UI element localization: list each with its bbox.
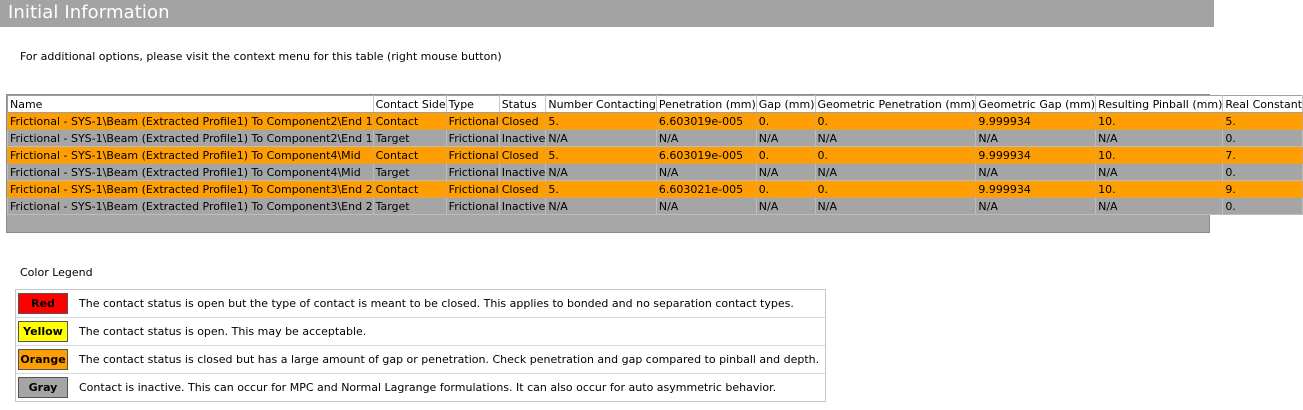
table-cell[interactable]: 7. <box>1223 147 1303 164</box>
table-cell[interactable]: Inactive <box>499 130 546 147</box>
table-row[interactable] <box>8 164 1303 181</box>
context-menu-hint: For additional options, please visit the context menu for this table (right mouse button) <box>20 50 502 63</box>
table-cell[interactable]: Target <box>373 198 446 215</box>
table-cell[interactable]: 0. <box>815 113 976 130</box>
table-cell[interactable]: N/A <box>976 130 1096 147</box>
table-cell[interactable]: Frictional - SYS-1\Beam (Extracted Profile1) To Component3\End 2 <box>8 198 374 215</box>
table-cell[interactable]: N/A <box>815 164 976 181</box>
table-cell[interactable]: Frictional <box>446 198 499 215</box>
column-header[interactable]: Type <box>446 96 499 113</box>
column-header[interactable]: Resulting Pinball (mm) <box>1096 96 1223 113</box>
table-row[interactable] <box>8 130 1303 147</box>
table-cell[interactable]: N/A <box>546 164 657 181</box>
table-cell[interactable]: 5. <box>546 113 657 130</box>
table-cell[interactable]: N/A <box>756 130 815 147</box>
table-cell[interactable]: 6.603021e-005 <box>656 181 756 198</box>
table-row[interactable] <box>8 198 1303 215</box>
column-header[interactable]: Penetration (mm) <box>656 96 756 113</box>
table-cell[interactable]: Frictional <box>446 113 499 130</box>
table-cell[interactable]: 6.603019e-005 <box>656 147 756 164</box>
table-cell[interactable]: Frictional - SYS-1\Beam (Extracted Profile1) To Component4\Mid <box>8 147 374 164</box>
table-cell[interactable]: Inactive <box>499 164 546 181</box>
legend-row <box>16 290 825 318</box>
table-cell[interactable]: 0. <box>756 181 815 198</box>
color-legend-title: Color Legend <box>20 266 93 279</box>
table-cell[interactable]: Closed <box>499 181 546 198</box>
table-cell[interactable]: N/A <box>976 198 1096 215</box>
legend-description: The contact status is closed but has a large amount of gap or penetration. Check penetration and gap compared to pinball and depth. <box>75 346 825 374</box>
table-cell[interactable]: Frictional - SYS-1\Beam (Extracted Profile1) To Component3\End 2 <box>8 181 374 198</box>
table-cell[interactable]: N/A <box>756 164 815 181</box>
color-legend-table <box>15 289 826 402</box>
table-cell[interactable]: Frictional <box>446 147 499 164</box>
table-cell[interactable]: Contact <box>373 113 446 130</box>
table-header-row <box>8 96 1303 113</box>
table-cell[interactable]: 5. <box>546 147 657 164</box>
table-cell[interactable]: Frictional <box>446 164 499 181</box>
table-cell[interactable]: Closed <box>499 113 546 130</box>
table-cell[interactable]: Frictional - SYS-1\Beam (Extracted Profile1) To Component2\End 1 <box>8 130 374 147</box>
legend-swatch-cell <box>16 346 75 374</box>
column-header[interactable]: Gap (mm) <box>756 96 815 113</box>
legend-swatch-cell <box>16 290 75 318</box>
table-cell[interactable]: 0. <box>815 147 976 164</box>
legend-swatch-cell <box>16 318 75 346</box>
column-header[interactable]: Status <box>499 96 546 113</box>
table-cell[interactable]: 10. <box>1096 147 1223 164</box>
table-cell[interactable]: Target <box>373 130 446 147</box>
table-cell[interactable]: Frictional - SYS-1\Beam (Extracted Profile1) To Component2\End 1 <box>8 113 374 130</box>
table-cell[interactable]: Frictional <box>446 130 499 147</box>
table-row[interactable] <box>8 147 1303 164</box>
table-cell[interactable]: N/A <box>815 198 976 215</box>
legend-row <box>16 346 825 374</box>
table-row[interactable] <box>8 113 1303 130</box>
table-cell[interactable]: 9.999934 <box>976 147 1096 164</box>
legend-color-swatch: Gray <box>18 377 68 398</box>
table-cell[interactable]: 0. <box>756 113 815 130</box>
page-title: Initial Information <box>8 2 170 23</box>
column-header[interactable]: Name <box>8 96 374 113</box>
table-cell[interactable]: Frictional <box>446 181 499 198</box>
table-cell[interactable]: 10. <box>1096 181 1223 198</box>
table-cell[interactable]: N/A <box>546 198 657 215</box>
contact-results-table[interactable] <box>7 95 1303 215</box>
column-header[interactable]: Real Constant <box>1223 96 1303 113</box>
column-header[interactable]: Contact Side <box>373 96 446 113</box>
legend-description: The contact status is open but the type of contact is meant to be closed. This applies to bonded and no separation contact types. <box>75 290 825 318</box>
legend-description: The contact status is open. This may be acceptable. <box>75 318 825 346</box>
table-cell[interactable]: 9. <box>1223 181 1303 198</box>
legend-color-swatch: Red <box>18 293 68 314</box>
table-cell[interactable]: 0. <box>1223 198 1303 215</box>
column-header[interactable]: Geometric Penetration (mm) <box>815 96 976 113</box>
legend-row <box>16 374 825 401</box>
table-cell[interactable]: 0. <box>1223 130 1303 147</box>
table-cell[interactable]: 9.999934 <box>976 181 1096 198</box>
table-cell[interactable]: 5. <box>1223 113 1303 130</box>
table-cell[interactable]: Contact <box>373 147 446 164</box>
table-row[interactable] <box>8 181 1303 198</box>
table-cell[interactable]: 0. <box>815 181 976 198</box>
table-cell[interactable]: N/A <box>756 198 815 215</box>
legend-color-swatch: Orange <box>18 349 68 370</box>
column-header[interactable]: Geometric Gap (mm) <box>976 96 1096 113</box>
table-cell[interactable]: N/A <box>656 198 756 215</box>
table-cell[interactable]: 0. <box>1223 164 1303 181</box>
table-cell[interactable]: Closed <box>499 147 546 164</box>
table-cell[interactable]: N/A <box>656 130 756 147</box>
table-cell[interactable]: Inactive <box>499 198 546 215</box>
table-cell[interactable]: Frictional - SYS-1\Beam (Extracted Profile1) To Component4\Mid <box>8 164 374 181</box>
table-cell[interactable]: N/A <box>656 164 756 181</box>
table-cell[interactable]: N/A <box>1096 164 1223 181</box>
table-cell[interactable]: 6.603019e-005 <box>656 113 756 130</box>
table-cell[interactable]: Contact <box>373 181 446 198</box>
legend-swatch-cell <box>16 374 75 401</box>
column-header[interactable]: Number Contacting <box>546 96 657 113</box>
table-cell[interactable]: N/A <box>1096 130 1223 147</box>
table-cell[interactable]: 5. <box>546 181 657 198</box>
table-cell[interactable]: N/A <box>1096 198 1223 215</box>
table-cell[interactable]: Target <box>373 164 446 181</box>
table-cell[interactable]: N/A <box>815 130 976 147</box>
table-cell[interactable]: 0. <box>756 147 815 164</box>
table-cell[interactable]: N/A <box>976 164 1096 181</box>
legend-row <box>16 318 825 346</box>
legend-description: Contact is inactive. This can occur for MPC and Normal Lagrange formulations. It can also occur for auto asymmetric behavior. <box>79 381 777 394</box>
legend-color-swatch: Yellow <box>18 321 68 342</box>
table-cell[interactable]: N/A <box>546 130 657 147</box>
table-cell[interactable]: 9.999934 <box>976 113 1096 130</box>
title-bar <box>0 0 1214 27</box>
table-cell[interactable]: 10. <box>1096 113 1223 130</box>
